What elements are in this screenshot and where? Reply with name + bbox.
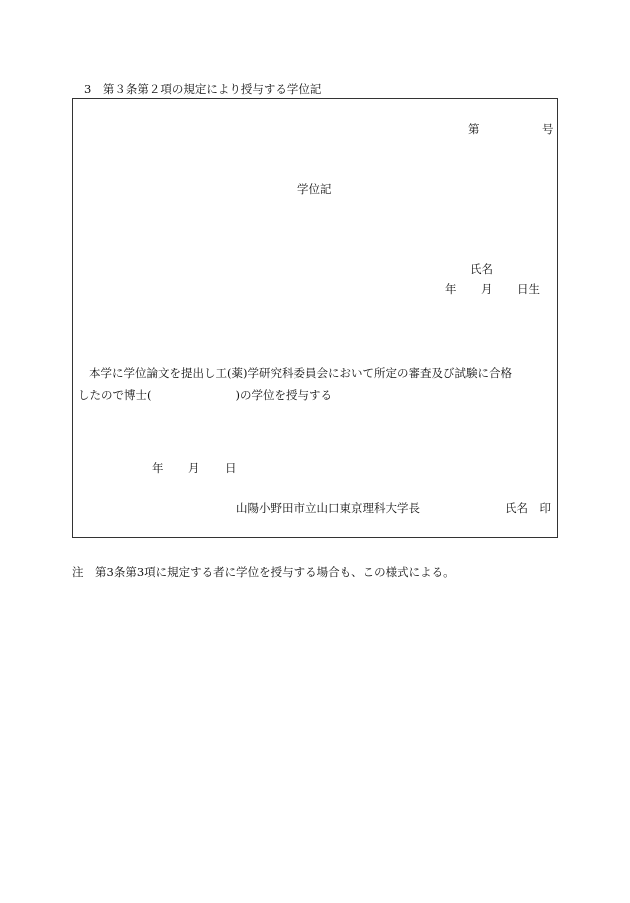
doctor-degree-suffix: )の学位を授与する [235, 388, 332, 402]
footnote: 注 第3条第3項に規定する者に学位を授与する場合も、この様式による。 [72, 565, 455, 579]
birth-year-label: 年 [445, 282, 457, 296]
certificate-body [78, 362, 556, 406]
certificate-title: 学位記 [297, 182, 332, 196]
date-month-label: 月 [188, 461, 200, 475]
birth-day-label: 日生 [517, 282, 540, 296]
signature-seal-label: 氏名 印 [505, 501, 551, 515]
certificate-number-suffix: 号 [542, 122, 554, 136]
date-year-label: 年 [152, 461, 164, 475]
university-president: 山陽小野田市立山口東京理科大学長 [236, 501, 420, 515]
birth-month-label: 月 [481, 282, 493, 296]
section-heading: 3 第３条第２項の規定により授与する学位記 [84, 82, 322, 96]
certificate-frame [72, 98, 558, 538]
name-label: 氏名 [470, 262, 493, 276]
body-line-2 [78, 384, 556, 406]
date-day-label: 日 [225, 461, 237, 475]
body-line-1: 本学に学位論文を提出し工(薬)学研究科委員会において所定の審査及び試験に合格 [89, 366, 512, 380]
doctor-degree-prefix: したので博士( [78, 388, 152, 402]
certificate-number-prefix: 第 [468, 122, 480, 136]
